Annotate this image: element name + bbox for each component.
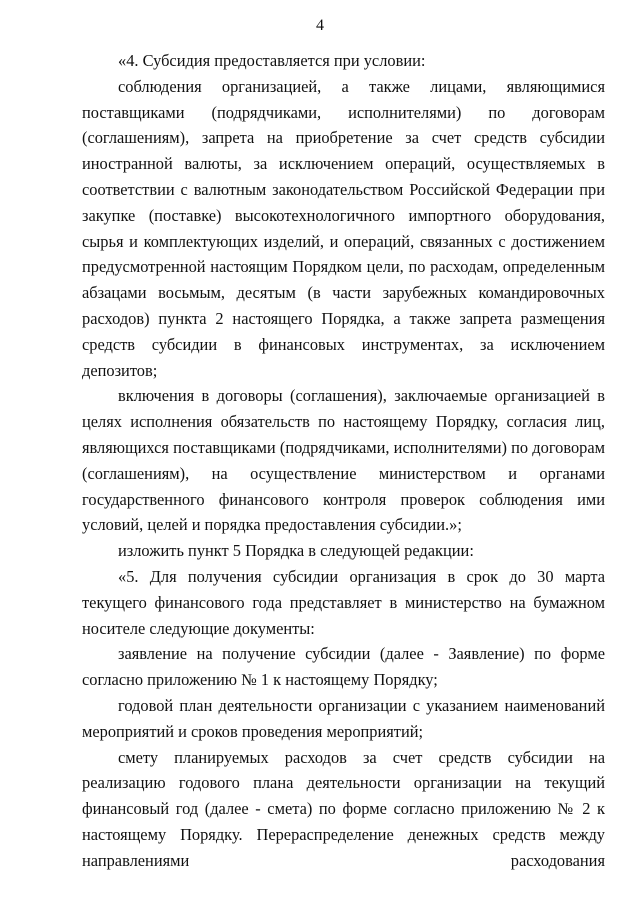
paragraph-subsidy-condition-heading: «4. Субсидия предоставляется при условии: [118, 51, 426, 70]
paragraph-currency-ban-condition: соблюдения организацией, а также лицами, являющимися поставщиками (подрядчиками, исполнителями) по договорам (соглашениям), запрета на приобретение за счет средств субсидии иностранной валюты, за исключением операций, осуществляемых в соответствии с валютным законодательством Российской Федерации при закупке (поставке) высокотехнологичного импортного оборудования, сырья и комплектующих изделий, и операций, связанных с достижением предусмотренной настоящим Порядком цели, по расходам, определенным абзацами восьмым, десятым (в части зарубежных командировочных расходов) пункта 2 настоящего Порядка, а также запрета размещения средств субсидии в финансовых инструментах, за исключением депозитов; [82, 76, 605, 380]
paragraph-annual-plan: годовой план деятельности организации с указанием наименований мероприятий и сроков проведения мероприятий; [82, 695, 605, 741]
paragraph-contract-consent-condition: включения в договоры (соглашения), заключаемые организацией в целях исполнения обязательств по настоящему Порядку, согласия лиц, являющихся поставщиками (подрядчиками, исполнителями) по договорам (соглашениям), на осуществление министерством и органами государственного финансового контроля проверок соблюдения ими условий, целей и порядка предоставления субсидии.»; [82, 386, 605, 535]
paragraph-amend-point-5: изложить пункт 5 Порядка в следующей редакции: [118, 541, 474, 561]
paragraph-expense-estimate: смету планируемых расходов за счет средств субсидии на реализацию годового плана деятельности организации на текущий финансовый год (далее - смета) по форме согласно приложению № 2 к настоящему Порядку. Перераспределение денежных средств между направлениями расходования [82, 747, 605, 870]
document-body [82, 48, 605, 874]
paragraph-application-form: заявление на получение субсидии (далее - Заявление) по форме согласно приложению № 1 к настоящему Порядку; [82, 644, 605, 690]
page-number: 4 [316, 17, 324, 34]
paragraph-documents-deadline: «5. Для получения субсидии организация в срок до 30 марта текущего финансового года представляет в министерство на бумажном носителе следующие документы: [82, 566, 605, 638]
